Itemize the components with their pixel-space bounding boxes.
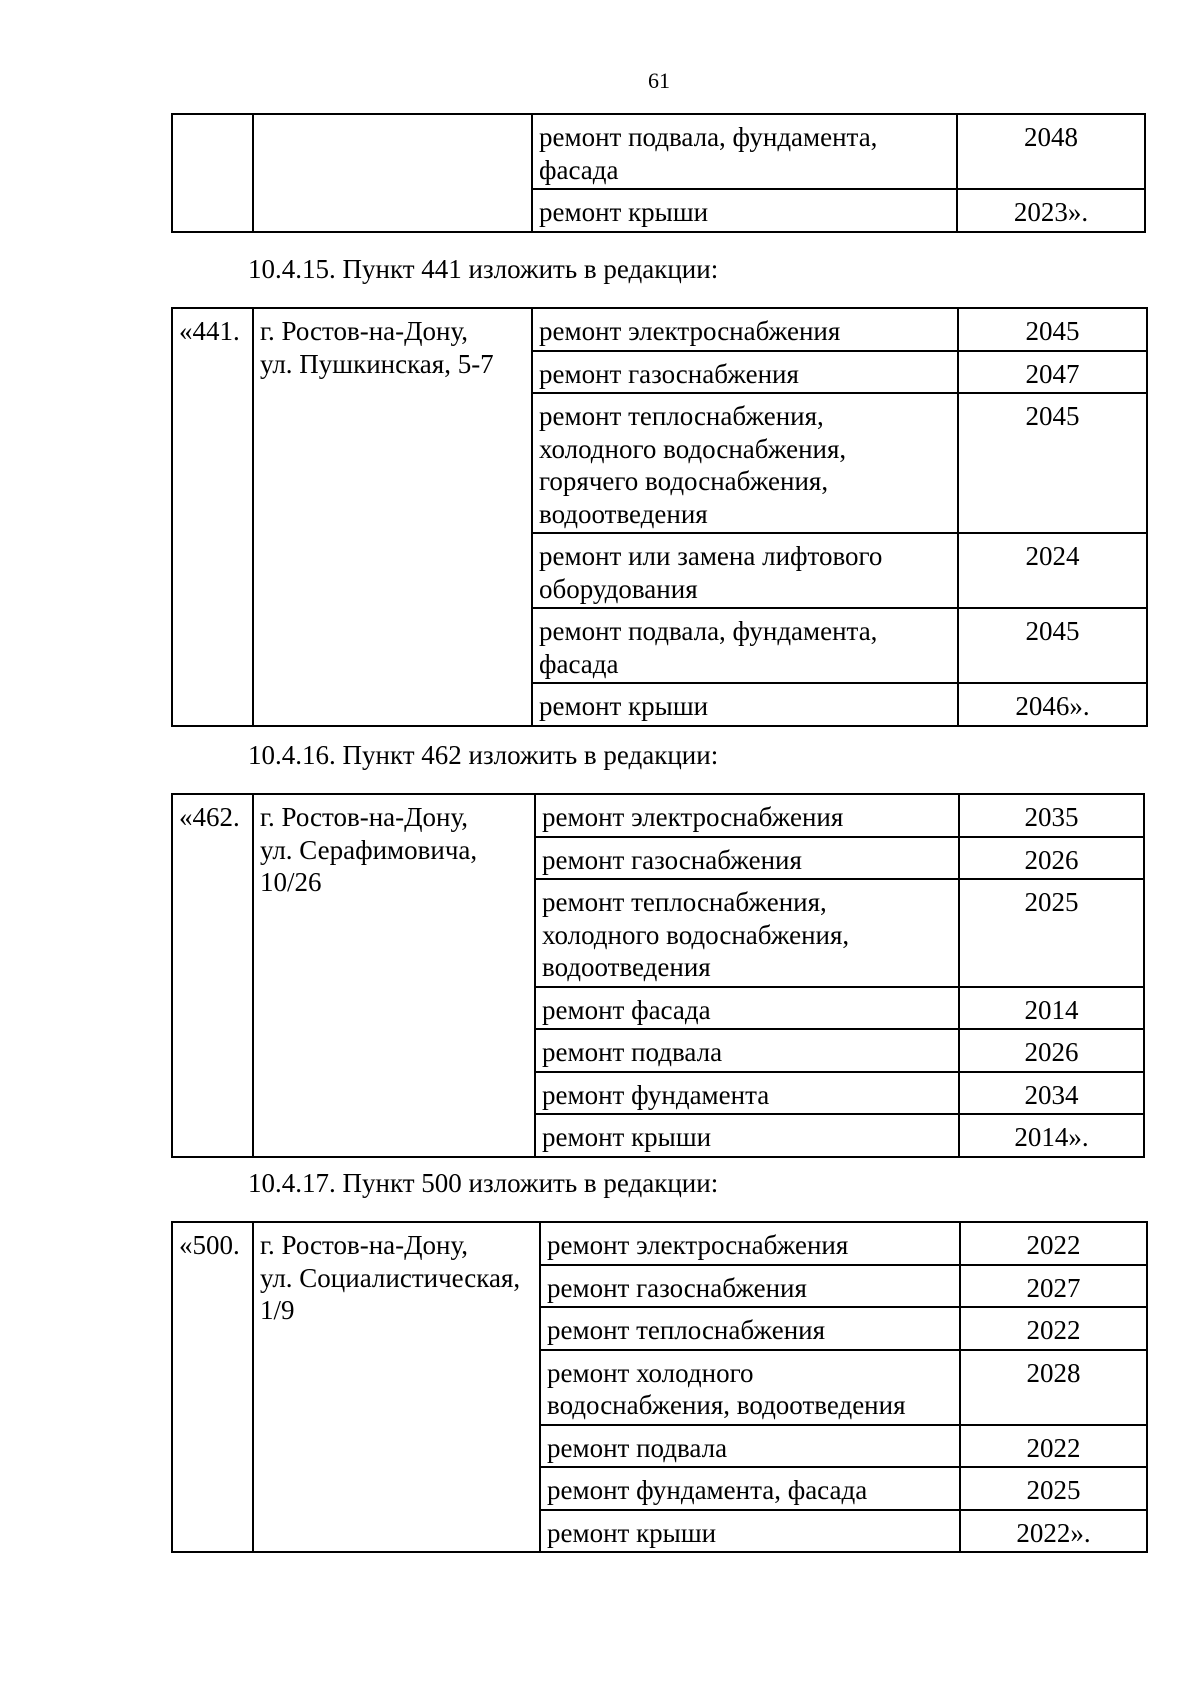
work-text: ремонт газоснабжения	[539, 358, 799, 389]
table-item-462	[171, 793, 1145, 1158]
year-cell: 2028	[960, 1350, 1147, 1425]
work-text: ремонт электроснабжения	[547, 1230, 849, 1260]
year-cell: 2024	[958, 533, 1147, 608]
year-cell: 2035	[959, 794, 1144, 837]
work-cell	[540, 1265, 960, 1308]
year-cell: 2022	[960, 1307, 1147, 1350]
address-line: ул. Пушкинская, 5-7	[260, 348, 494, 379]
work-text: водоотведения	[539, 498, 708, 529]
work-cell	[535, 987, 959, 1030]
work-cell	[532, 683, 958, 726]
address-line: ул. Серафимовича,	[260, 834, 478, 865]
year-cell: 2045	[958, 393, 1147, 533]
work-cell	[532, 351, 958, 394]
year-cell: 2026	[959, 837, 1144, 880]
work-text: ремонт подвала	[547, 1432, 728, 1463]
work-text: ремонт подвала	[542, 1037, 723, 1067]
address-line: 1/9	[260, 1295, 295, 1325]
address-cell	[253, 794, 535, 1157]
work-cell	[535, 1029, 959, 1072]
section-heading: 10.4.15. Пункт 441 изложить в редакции:	[248, 254, 719, 284]
work-cell	[532, 393, 958, 533]
address-line: ул. Социалистическая,	[260, 1262, 521, 1293]
item-number-cell	[172, 114, 253, 232]
table-item-441	[171, 307, 1148, 727]
year-cell: 2045	[958, 608, 1147, 683]
year-cell: 2014	[959, 987, 1144, 1030]
work-text: ремонт теплоснабжения,	[539, 401, 824, 431]
item-number: «441.	[172, 308, 253, 726]
table-row	[172, 794, 1144, 837]
work-text: ремонт теплоснабжения,	[542, 887, 827, 917]
work-cell	[540, 1425, 960, 1468]
work-text: ремонт фундамента	[542, 1079, 770, 1110]
work-cell	[532, 608, 958, 683]
address-line: г. Ростов-на-Дону,	[260, 316, 469, 346]
work-text: оборудования	[539, 573, 698, 604]
work-text: фасада	[539, 154, 619, 185]
year-cell: 2025	[960, 1467, 1147, 1510]
section-heading: 10.4.17. Пункт 500 изложить в редакции:	[248, 1168, 719, 1198]
work-text: ремонт электроснабжения	[539, 316, 841, 346]
work-text: ремонт подвала, фундамента,	[539, 616, 878, 646]
work-text: ремонт или замена лифтового	[539, 541, 883, 571]
work-text: ремонт электроснабжения	[542, 802, 844, 832]
year-cell: 2027	[960, 1265, 1147, 1308]
work-cell	[535, 794, 959, 837]
work-text: ремонт подвала, фундамента,	[539, 122, 878, 152]
work-text: холодного водоснабжения,	[539, 433, 847, 464]
address-cell	[253, 308, 532, 726]
table-row	[172, 114, 1145, 189]
year-cell: 2014».	[959, 1114, 1144, 1157]
table-row	[172, 308, 1147, 351]
work-text: водоснабжения, водоотведения	[547, 1390, 906, 1420]
item-number: «462.	[172, 794, 253, 1157]
item-number: «500.	[172, 1222, 253, 1552]
page-number: 61	[648, 68, 670, 93]
address-cell	[253, 1222, 540, 1552]
address-line: г. Ростов-на-Дону,	[260, 1230, 469, 1260]
work-text: ремонт крыши	[539, 197, 709, 227]
work-text: ремонт крыши	[539, 691, 709, 721]
work-text: холодного водоснабжения,	[542, 919, 850, 950]
year-cell: 2026	[959, 1029, 1144, 1072]
work-text: ремонт теплоснабжения	[547, 1315, 826, 1345]
section-heading: 10.4.16. Пункт 462 изложить в редакции:	[248, 740, 719, 770]
year-cell: 2022	[960, 1222, 1147, 1265]
year-cell: 2023».	[957, 189, 1145, 232]
work-cell	[535, 879, 959, 987]
year-cell: 2047	[958, 351, 1147, 394]
year-cell: 2034	[959, 1072, 1144, 1115]
year-cell: 2048	[957, 114, 1145, 189]
year-cell: 2025	[959, 879, 1144, 987]
work-cell	[535, 837, 959, 880]
address-cell	[253, 114, 532, 232]
table-continuation	[171, 113, 1146, 233]
work-cell	[532, 114, 957, 189]
work-cell	[535, 1114, 959, 1157]
year-cell: 2045	[958, 308, 1147, 351]
work-text: ремонт холодного	[547, 1357, 754, 1388]
address-line: г. Ростов-на-Дону,	[260, 802, 469, 832]
table-row	[172, 1222, 1147, 1265]
year-cell: 2046».	[958, 683, 1147, 726]
work-text: ремонт газоснабжения	[542, 844, 802, 875]
work-text: горячего водоснабжения,	[539, 466, 829, 496]
work-cell	[540, 1350, 960, 1425]
work-text: фасада	[539, 648, 619, 679]
work-text: ремонт крыши	[547, 1517, 717, 1548]
work-cell	[540, 1222, 960, 1265]
work-text: водоотведения	[542, 952, 711, 982]
work-cell	[532, 189, 957, 232]
year-cell: 2022	[960, 1425, 1147, 1468]
work-cell	[535, 1072, 959, 1115]
work-text: ремонт крыши	[542, 1122, 712, 1152]
work-cell	[532, 308, 958, 351]
work-text: ремонт фундамента, фасада	[547, 1475, 868, 1505]
table-item-500	[171, 1221, 1148, 1553]
work-cell	[540, 1510, 960, 1553]
year-cell: 2022».	[960, 1510, 1147, 1553]
work-cell	[532, 533, 958, 608]
work-text: ремонт газоснабжения	[547, 1272, 807, 1303]
address-line: 10/26	[260, 867, 322, 897]
work-cell	[540, 1307, 960, 1350]
work-text: ремонт фасада	[542, 994, 711, 1025]
work-cell	[540, 1467, 960, 1510]
